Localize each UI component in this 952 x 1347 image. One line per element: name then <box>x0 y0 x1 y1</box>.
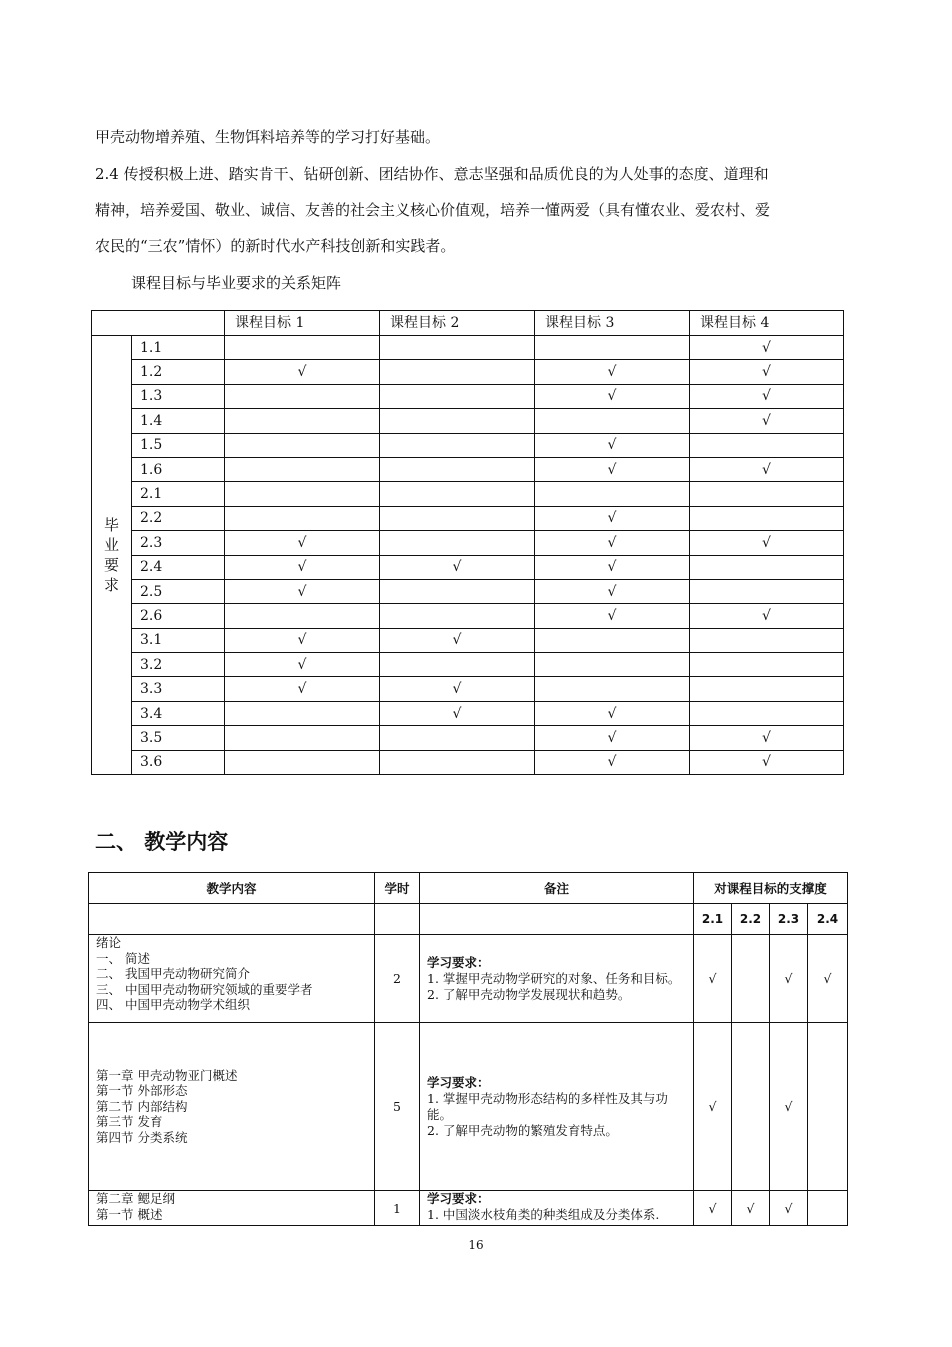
matrix-row <box>92 531 844 555</box>
matrix-row <box>92 506 844 530</box>
teaching-content-table <box>88 872 848 1226</box>
content-hours-cell: 1 <box>375 1191 420 1226</box>
support-col-header: 2.2 <box>732 904 770 935</box>
matrix-check-cell: √ <box>535 726 690 750</box>
matrix-check-cell <box>380 604 535 628</box>
learning-requirement-title: 学习要求： <box>427 1191 490 1206</box>
matrix-check-cell <box>380 653 535 677</box>
support-check-cell <box>808 1023 848 1191</box>
matrix-check-cell: √ <box>380 701 535 725</box>
header-blank <box>89 904 375 935</box>
matrix-check-cell <box>225 433 380 457</box>
matrix-check-cell: √ <box>535 384 690 408</box>
matrix-check-cell <box>380 726 535 750</box>
matrix-check-cell: √ <box>690 336 844 360</box>
requirement-id: 1.2 <box>132 360 225 384</box>
learning-requirement-title: 学习要求： <box>427 1074 490 1090</box>
matrix-check-cell <box>225 604 380 628</box>
matrix-check-cell <box>225 750 380 774</box>
support-check-cell <box>808 1191 848 1226</box>
side-label-char: 要 <box>103 556 119 575</box>
matrix-row <box>92 360 844 384</box>
requirement-id: 1.5 <box>132 433 225 457</box>
matrix-check-cell: √ <box>535 360 690 384</box>
side-label-char: 毕 <box>103 516 119 535</box>
matrix-check-cell <box>380 360 535 384</box>
matrix-row <box>92 653 844 677</box>
matrix-row <box>92 433 844 457</box>
matrix-check-cell: √ <box>690 531 844 555</box>
matrix-check-cell: √ <box>535 506 690 530</box>
matrix-check-cell <box>380 506 535 530</box>
matrix-check-cell: √ <box>535 750 690 774</box>
matrix-row <box>92 482 844 506</box>
requirement-id: 2.2 <box>132 506 225 530</box>
matrix-check-cell <box>380 482 535 506</box>
matrix-check-cell <box>380 384 535 408</box>
matrix-caption: 课程目标与毕业要求的关系矩阵 <box>131 274 342 292</box>
paragraph-line-4: 农民的“三农”情怀）的新时代水产科技创新和实践者。 <box>95 237 456 255</box>
matrix-row <box>92 628 844 652</box>
matrix-check-cell <box>690 701 844 725</box>
header-hours: 学时 <box>375 873 420 904</box>
matrix-check-cell: √ <box>690 360 844 384</box>
support-check-cell <box>732 935 770 1023</box>
learning-requirement-item: 1. 掌握甲壳动物形态结构的多样性及其与功能。 <box>427 1090 668 1122</box>
paragraph-line-3: 精神，培养爱国、敬业、诚信、友善的社会主义核心价值观，培养一懂两爱（具有懂农业、爱农村、爱 <box>95 201 771 219</box>
matrix-check-cell <box>225 409 380 433</box>
side-label-char: 业 <box>103 536 119 555</box>
matrix-check-cell <box>690 677 844 701</box>
requirement-id: 2.6 <box>132 604 225 628</box>
matrix-check-cell: √ <box>225 628 380 652</box>
content-note-cell <box>420 935 694 1023</box>
matrix-check-cell: √ <box>690 750 844 774</box>
matrix-check-cell: √ <box>535 604 690 628</box>
requirement-id: 3.5 <box>132 726 225 750</box>
page-number: 16 <box>468 1238 484 1252</box>
matrix-check-cell <box>690 433 844 457</box>
matrix-check-cell: √ <box>225 653 380 677</box>
content-row <box>89 1191 848 1226</box>
matrix-row <box>92 457 844 481</box>
requirement-id: 2.3 <box>132 531 225 555</box>
matrix-check-cell: √ <box>380 628 535 652</box>
requirement-id: 3.3 <box>132 677 225 701</box>
matrix-check-cell <box>380 531 535 555</box>
paragraph-line-1: 甲壳动物增养殖、生物饵料培养等的学习打好基础。 <box>95 128 441 146</box>
matrix-check-cell <box>225 457 380 481</box>
matrix-check-cell: √ <box>535 531 690 555</box>
topic-line: 一、 简述 <box>96 950 150 966</box>
matrix-check-cell <box>225 726 380 750</box>
support-check-cell: √ <box>808 935 848 1023</box>
requirement-id: 1.1 <box>132 336 225 360</box>
matrix-check-cell <box>535 409 690 433</box>
matrix-check-cell <box>225 482 380 506</box>
topic-line: 第四节 分类系统 <box>96 1129 188 1145</box>
header-notes: 备注 <box>420 873 694 904</box>
topic-line: 第二节 内部结构 <box>96 1098 188 1114</box>
matrix-check-cell <box>690 482 844 506</box>
topic-line: 第二章 鳃足纲 <box>96 1191 175 1206</box>
support-check-cell: √ <box>770 1023 808 1191</box>
matrix-check-cell <box>380 750 535 774</box>
matrix-row <box>92 579 844 603</box>
matrix-check-cell: √ <box>690 726 844 750</box>
topic-line: 第一节 外部形态 <box>96 1083 188 1099</box>
matrix-check-cell <box>380 336 535 360</box>
matrix-row <box>92 677 844 701</box>
content-topic-cell <box>89 1191 375 1226</box>
matrix-check-cell <box>690 628 844 652</box>
content-row <box>89 1023 848 1191</box>
matrix-check-cell: √ <box>380 677 535 701</box>
matrix-check-cell <box>690 555 844 579</box>
requirement-id: 2.1 <box>132 482 225 506</box>
content-note-cell <box>420 1191 694 1226</box>
matrix-check-cell <box>690 653 844 677</box>
paragraph-line-2: 2.4 传授积极上进、踏实肯干、钻研创新、团结协作、意志坚强和品质优良的为人处事的态度、道理和 <box>95 165 769 183</box>
requirement-id: 3.2 <box>132 653 225 677</box>
support-check-cell: √ <box>770 935 808 1023</box>
matrix-row <box>92 555 844 579</box>
matrix-objective-header: 课程目标 4 <box>690 311 844 336</box>
support-check-cell: √ <box>770 1191 808 1226</box>
learning-requirement-item: 1. 掌握甲壳动物学研究的对象、任务和目标。 <box>427 970 681 986</box>
matrix-check-cell <box>535 677 690 701</box>
matrix-row <box>92 726 844 750</box>
matrix-check-cell <box>535 482 690 506</box>
header-content: 教学内容 <box>89 873 375 904</box>
requirement-id: 2.5 <box>132 579 225 603</box>
learning-requirement-item: 2. 了解甲壳动物的繁殖发育特点。 <box>427 1122 618 1138</box>
requirement-id: 1.6 <box>132 457 225 481</box>
matrix-check-cell <box>380 457 535 481</box>
matrix-objective-header: 课程目标 3 <box>535 311 690 336</box>
objectives-matrix-table <box>91 310 844 775</box>
matrix-check-cell: √ <box>535 433 690 457</box>
matrix-objective-header: 课程目标 1 <box>225 311 380 336</box>
content-topic-cell <box>89 1023 375 1191</box>
support-col-header: 2.1 <box>694 904 732 935</box>
support-check-cell <box>732 1023 770 1191</box>
matrix-check-cell <box>380 579 535 603</box>
topic-line: 绪论 <box>96 935 122 950</box>
matrix-row <box>92 750 844 774</box>
requirement-id: 1.3 <box>132 384 225 408</box>
topic-line: 第一节 概述 <box>96 1206 163 1222</box>
matrix-row <box>92 336 844 360</box>
matrix-header-row <box>92 311 844 336</box>
content-row <box>89 935 848 1023</box>
support-check-cell: √ <box>694 1023 732 1191</box>
matrix-row <box>92 384 844 408</box>
requirement-id: 3.1 <box>132 628 225 652</box>
matrix-check-cell <box>225 336 380 360</box>
section-heading: 二、 教学内容 <box>95 830 229 854</box>
matrix-check-cell: √ <box>535 457 690 481</box>
header-support: 对课程目标的支撑度 <box>694 873 848 904</box>
matrix-check-cell <box>535 628 690 652</box>
learning-requirement-title: 学习要求： <box>427 954 490 970</box>
matrix-row <box>92 409 844 433</box>
learning-requirement-item: 1. 中国淡水枝角类的种类组成及分类体系. <box>427 1207 660 1222</box>
matrix-check-cell <box>225 384 380 408</box>
matrix-check-cell: √ <box>690 409 844 433</box>
matrix-check-cell: √ <box>225 677 380 701</box>
matrix-check-cell <box>380 433 535 457</box>
side-label-char: 求 <box>103 576 119 595</box>
matrix-check-cell <box>380 409 535 433</box>
support-check-cell: √ <box>694 1191 732 1226</box>
matrix-check-cell <box>225 506 380 530</box>
requirement-id: 3.6 <box>132 750 225 774</box>
content-topic-cell <box>89 935 375 1023</box>
topic-line: 二、 我国甲壳动物研究简介 <box>96 966 250 981</box>
matrix-check-cell: √ <box>225 579 380 603</box>
matrix-check-cell: √ <box>690 604 844 628</box>
matrix-check-cell: √ <box>690 384 844 408</box>
content-note-cell <box>420 1023 694 1191</box>
matrix-check-cell: √ <box>380 555 535 579</box>
matrix-check-cell <box>690 579 844 603</box>
content-hours-cell: 2 <box>375 935 420 1023</box>
matrix-row <box>92 701 844 725</box>
learning-requirement-item: 2. 了解甲壳动物学发展现状和趋势。 <box>427 986 631 1002</box>
topic-line: 第一章 甲壳动物亚门概述 <box>96 1067 238 1083</box>
content-hours-cell: 5 <box>375 1023 420 1191</box>
support-col-header: 2.4 <box>808 904 848 935</box>
topic-line: 四、 中国甲壳动物学术组织 <box>96 997 250 1012</box>
matrix-check-cell <box>535 336 690 360</box>
matrix-check-cell: √ <box>225 360 380 384</box>
header-blank <box>375 904 420 935</box>
matrix-check-cell: √ <box>535 555 690 579</box>
requirement-id: 3.4 <box>132 701 225 725</box>
topic-line: 第三节 发育 <box>96 1114 163 1130</box>
matrix-check-cell: √ <box>225 555 380 579</box>
matrix-check-cell: √ <box>535 579 690 603</box>
requirement-id: 2.4 <box>132 555 225 579</box>
requirement-id: 1.4 <box>132 409 225 433</box>
matrix-corner-cell <box>92 311 225 336</box>
topic-line: 三、 中国甲壳动物研究领域的重要学者 <box>96 981 313 997</box>
header-blank <box>420 904 694 935</box>
matrix-row <box>92 604 844 628</box>
matrix-check-cell <box>690 506 844 530</box>
support-check-cell: √ <box>732 1191 770 1226</box>
matrix-objective-header: 课程目标 2 <box>380 311 535 336</box>
support-col-header: 2.3 <box>770 904 808 935</box>
matrix-check-cell <box>535 653 690 677</box>
matrix-check-cell <box>225 701 380 725</box>
support-check-cell: √ <box>694 935 732 1023</box>
matrix-check-cell: √ <box>690 457 844 481</box>
matrix-check-cell: √ <box>225 531 380 555</box>
matrix-check-cell: √ <box>535 701 690 725</box>
graduation-requirements-label <box>92 336 132 775</box>
